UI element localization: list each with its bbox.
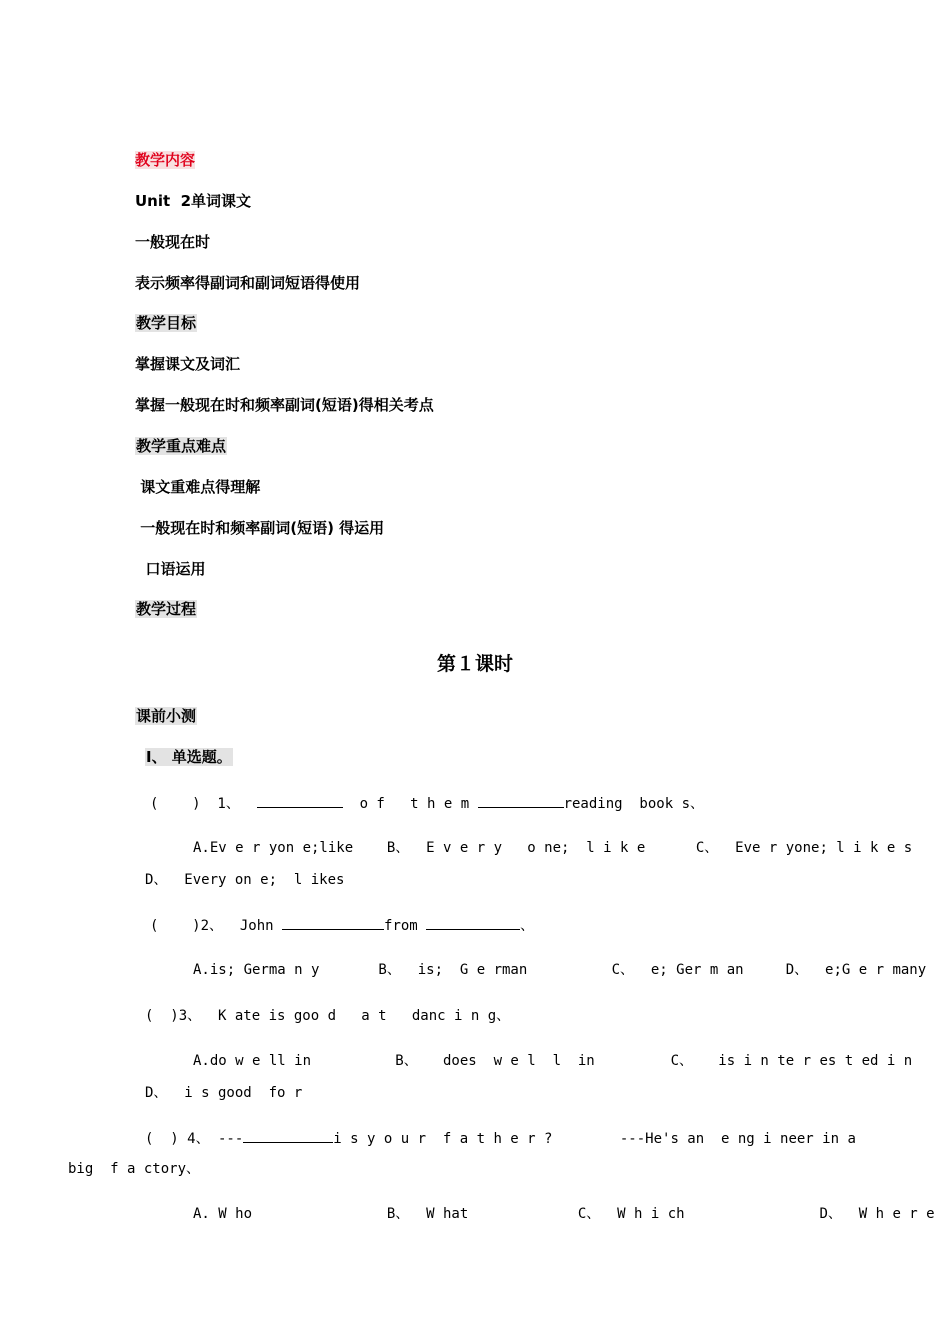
part-label-single-choice: Ⅰ、 单选题。 <box>146 748 232 766</box>
question-2-options-line-1: A.is; Germa n y B、 is; G e rman C、 e; Ger m an D、 e;G e r many <box>193 962 927 978</box>
heading-teaching-process: 教学过程 <box>136 600 197 618</box>
answer-blank <box>478 794 564 808</box>
question-1-options-line-1: A.Ev e r yon e;like B、 E v e r y o ne; l i k e C、 Eve r yone; l i k e s <box>193 840 913 856</box>
question-2-stem: ( )2、 John from 、 <box>150 918 535 934</box>
question-3-options-line-1: A.do w e ll in B、 does w e l l in C、 is i n te r es t ed i n <box>193 1053 913 1069</box>
goal-item-1: 掌握课文及词汇 <box>135 355 241 373</box>
keypoint-item-1: 课文重难点得理解 <box>135 478 261 496</box>
question-3-stem: ( )3、 K ate is goo d a t danc i n g、 <box>145 1008 511 1024</box>
question-4-options-line-1: A. W ho B、 W hat C、 W h i ch D、 W h e r e <box>193 1206 935 1222</box>
keypoint-item-3: 口语运用 <box>135 560 206 578</box>
answer-blank <box>426 916 520 930</box>
heading-teaching-content: 教学内容 <box>135 151 196 169</box>
question-4-stem: ( ) 4、 --- i s y o u r f a t h e r ? ---He's an e ng i neer in a <box>145 1131 856 1147</box>
content-item-3: 表示频率得副词和副词短语得使用 <box>135 274 361 292</box>
keypoint-item-2: 一般现在时和频率副词(短语) 得运用 <box>135 519 385 537</box>
goal-item-2: 掌握一般现在时和频率副词(短语)得相关考点 <box>135 396 434 414</box>
question-4-stem-line-2: big f a ctory、 <box>68 1161 201 1177</box>
content-item-2: 一般现在时 <box>135 233 211 251</box>
question-3-options-line-2: D、 i s good fo r <box>145 1085 303 1101</box>
heading-key-points: 教学重点难点 <box>136 437 227 455</box>
heading-pre-test: 课前小测 <box>136 707 197 725</box>
question-1-stem: ( ) 1、 o f t h e m reading book s、 <box>150 796 705 812</box>
question-1-options-line-2: D、 Every on e; l ikes <box>145 872 345 888</box>
content-item-1: Unit 2单词课文 <box>135 192 252 210</box>
answer-blank <box>243 1129 333 1143</box>
answer-blank <box>257 794 343 808</box>
heading-teaching-goals: 教学目标 <box>136 314 197 332</box>
answer-blank <box>282 916 384 930</box>
lesson-title: 第１课时 <box>436 653 513 675</box>
